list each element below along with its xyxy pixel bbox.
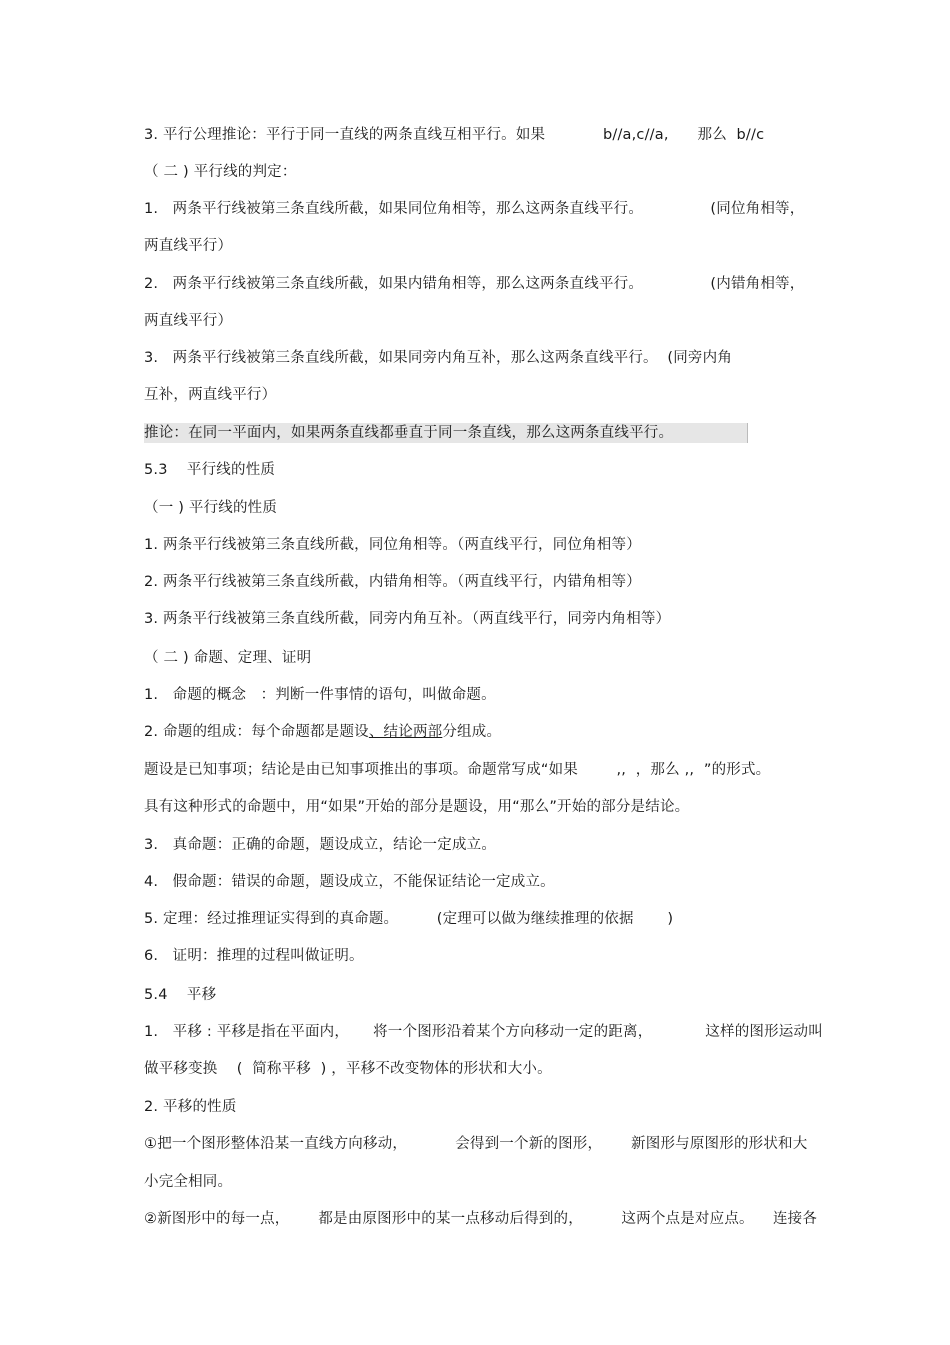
highlighted-corollary: 推论：在同一平面内，如果两条直线都垂直于同一条直线，那么这两条直线平行。 bbox=[144, 423, 748, 443]
section-heading: 2. 平移的性质 bbox=[144, 1099, 237, 1115]
text-line: 1. 两条平行线被第三条直线所截，如果同位角相等，那么这两条直线平行。 (同位角相等， bbox=[144, 201, 805, 217]
text-line: 小完全相同。 bbox=[144, 1174, 233, 1190]
text-line: 1. 两条平行线被第三条直线所截，同位角相等。（两直线平行，同位角相等） bbox=[144, 537, 641, 553]
text-line: 6. 证明：推理的过程叫做证明。 bbox=[144, 948, 364, 964]
text-line: 1. 平移 : 平移是指在平面内， 将一个图形沿着某个方向移动一定的距离， 这样的图形运动叫 bbox=[144, 1024, 823, 1040]
text-line: 1. 命题的概念 ：判断一件事情的语句，叫做命题。 bbox=[144, 687, 496, 703]
text-line: 两直线平行） bbox=[144, 313, 233, 329]
text-line: 两直线平行） bbox=[144, 238, 233, 254]
text-line: 3. 两条平行线被第三条直线所截，同旁内角互补。（两直线平行，同旁内角相等） bbox=[144, 611, 671, 627]
text-line: 2. 两条平行线被第三条直线所截，如果内错角相等，那么这两条直线平行。 (内错角相等， bbox=[144, 276, 805, 292]
section-heading: 5.4 平移 bbox=[144, 987, 217, 1003]
text-line: 3. 两条平行线被第三条直线所截，如果同旁内角互补，那么这两条直线平行。 (同旁内角 bbox=[144, 350, 733, 366]
text-line bbox=[144, 722, 501, 742]
text-line: 做平移变换 ( 简称平移 ) ，平移不改变物体的形状和大小。 bbox=[144, 1061, 552, 1077]
text-line: 互补，两直线平行） bbox=[144, 387, 277, 403]
text-span: 2. 命题的组成：每个命题都是题设 bbox=[144, 724, 369, 740]
text-line: 4. 假命题：错误的命题，题设成立，不能保证结论一定成立。 bbox=[144, 874, 555, 890]
underlined-text: 、结论两部 bbox=[368, 724, 443, 740]
text-line: 5. 定理：经过推理证实得到的真命题。 (定理可以做为继续推理的依据 ) bbox=[144, 911, 674, 927]
section-heading: 5.3 平行线的性质 bbox=[144, 462, 276, 478]
text-line: 3. 真命题：正确的命题，题设成立，结论一定成立。 bbox=[144, 837, 497, 853]
section-heading: （一 ) 平行线的性质 bbox=[144, 500, 278, 516]
text-line: ②新图形中的每一点， 都是由原图形中的某一点移动后得到的， 这两个点是对应点。 连接各 bbox=[144, 1211, 818, 1227]
section-heading: （ 二 ) 平行线的判定： bbox=[144, 164, 297, 180]
text-line: 具有这种形式的命题中，用“如果”开始的部分是题设，用“那么”开始的部分是结论。 bbox=[144, 799, 690, 815]
text-line: ①把一个图形整体沿某一直线方向移动， 会得到一个新的图形， 新图形与原图形的形状和大 bbox=[144, 1136, 808, 1152]
text-line: 题设是已知事项；结论是由已知事项推出的事项。命题常写成“如果 ,, ，那么 ,, ”的形式。 bbox=[144, 762, 771, 778]
section-heading: （ 二 ) 命题、定理、证明 bbox=[144, 650, 312, 666]
text-line: 2. 两条平行线被第三条直线所截，内错角相等。（两直线平行，内错角相等） bbox=[144, 574, 641, 590]
text-line: 3. 平行公理推论：平行于同一直线的两条直线互相平行。如果 b//a,c//a, 那么 b//c bbox=[144, 127, 765, 143]
text-span: 分组成。 bbox=[442, 724, 502, 740]
